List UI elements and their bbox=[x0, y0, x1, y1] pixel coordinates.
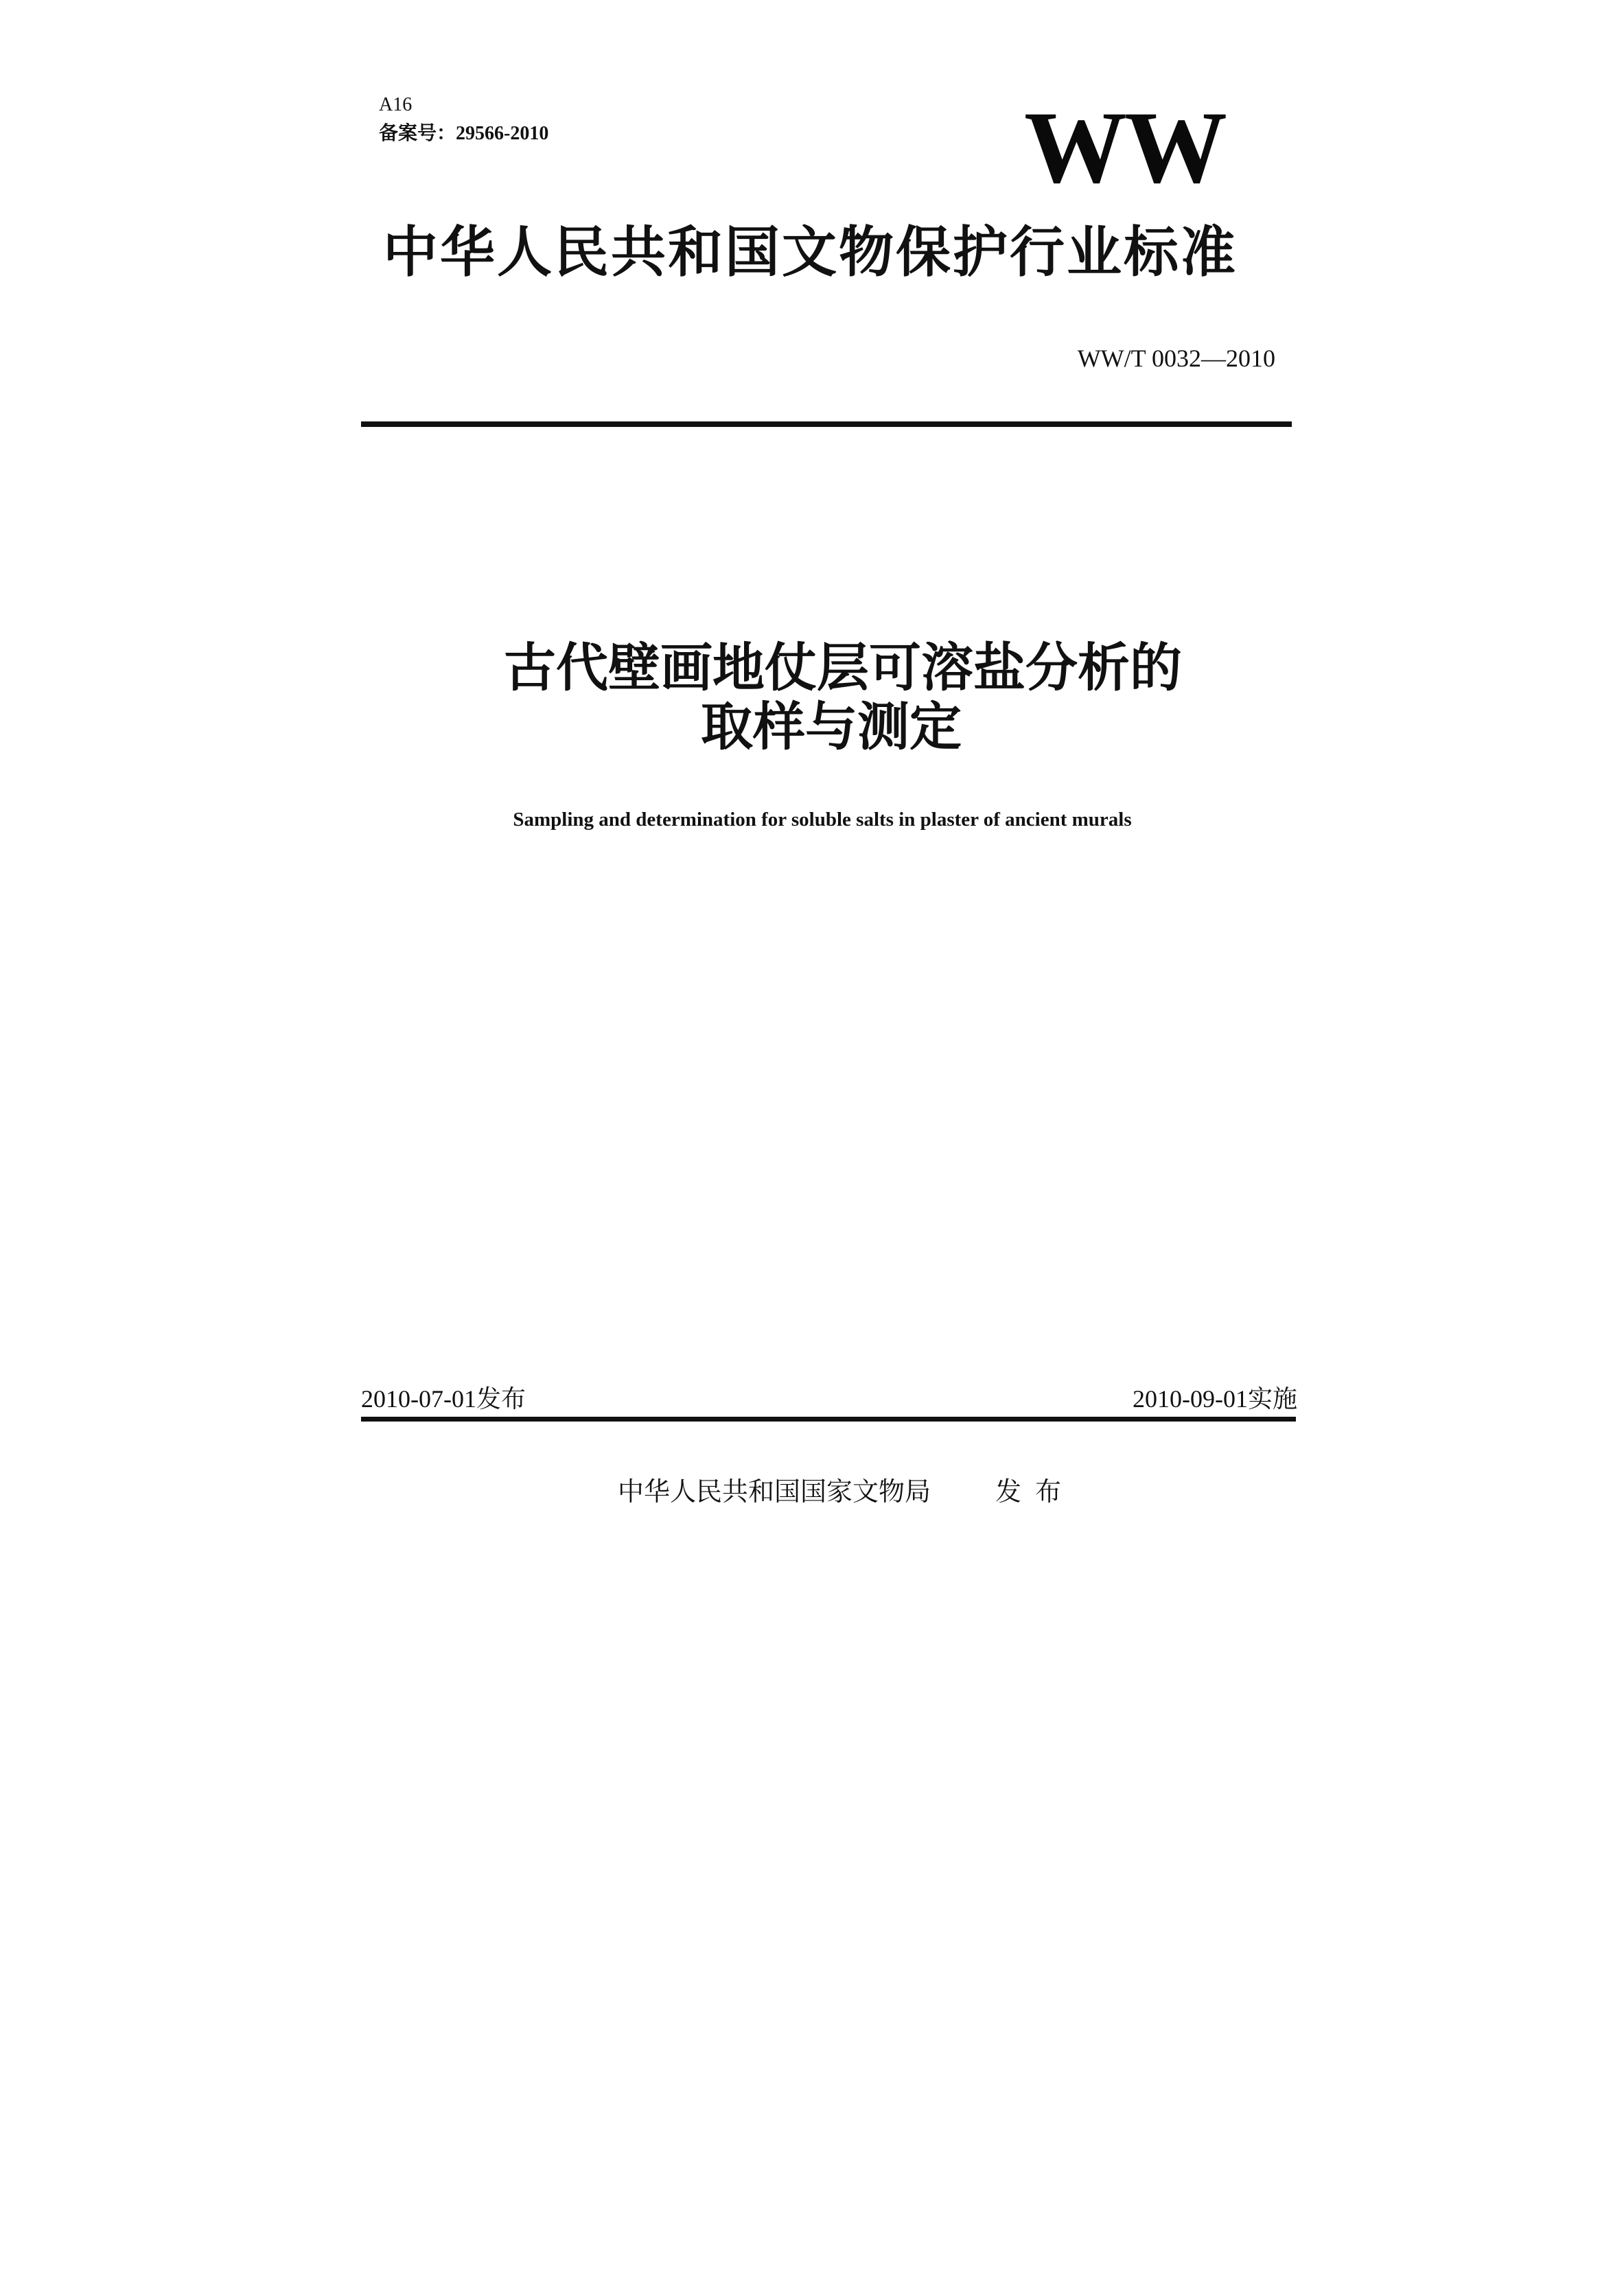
document-title-en: Sampling and determination for soluble salts in plaster of ancient murals bbox=[513, 809, 1132, 831]
standard-number: WW/T 0032—2010 bbox=[1077, 345, 1275, 372]
title-cn-line2: 取样与测定 bbox=[701, 696, 962, 757]
effective-date: 2010-09-01实施 bbox=[1133, 1385, 1297, 1413]
bottom-divider bbox=[361, 1417, 1296, 1422]
issuing-action: 发布 bbox=[995, 1476, 1076, 1507]
document-title-cn bbox=[0, 638, 1624, 756]
top-divider bbox=[361, 421, 1292, 427]
ww-logo: WW bbox=[1024, 91, 1225, 205]
title-cn-line1: 古代壁画地仗层可溶盐分析的 bbox=[504, 637, 1182, 698]
industry-standard-title: 中华人民共和国文物保护行业标准 bbox=[383, 220, 1238, 284]
classification-code: A16 bbox=[379, 94, 413, 115]
filing-number: 备案号：29566-2010 bbox=[379, 123, 549, 144]
issue-date: 2010-07-01发布 bbox=[361, 1385, 526, 1413]
issuing-authority: 中华人民共和国国家文物局 bbox=[618, 1476, 931, 1507]
